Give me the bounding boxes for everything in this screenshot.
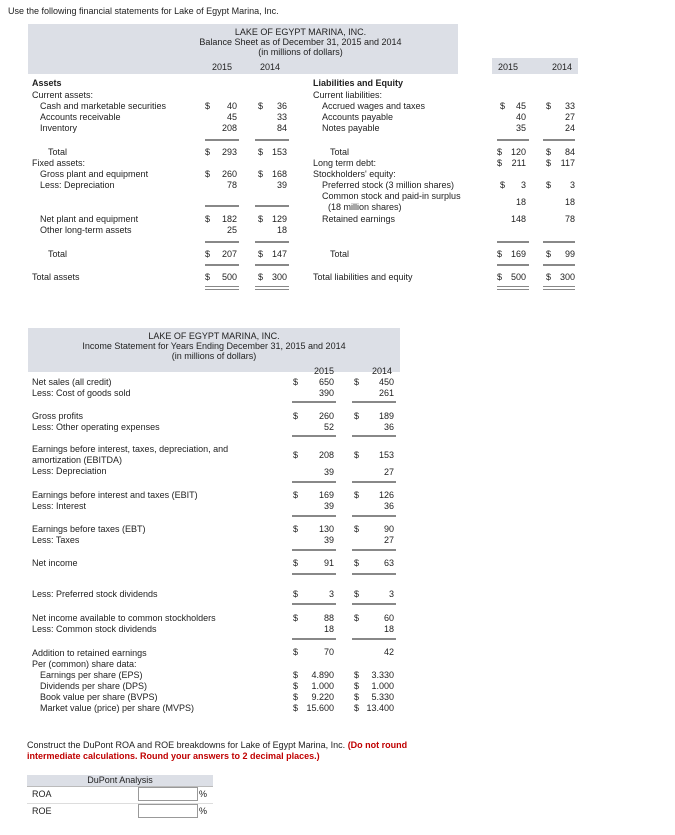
rule (292, 435, 336, 437)
dollar-sign: $ (293, 681, 299, 691)
rule (292, 603, 336, 605)
re-2014: 78 (564, 214, 575, 224)
ni-label: Net income (32, 558, 78, 568)
dollar-sign: $ (293, 411, 299, 421)
dollar-sign: $ (293, 670, 299, 680)
dollar-sign: $ (354, 450, 360, 460)
interest-2015: 39 (323, 501, 334, 511)
dollar-sign: $ (258, 101, 264, 111)
dollar-sign: $ (354, 681, 360, 691)
gp-2014: 189 (378, 411, 394, 421)
ap-2015: 40 (515, 112, 526, 122)
cash-label: Cash and marketable securities (40, 101, 167, 111)
ar-label: Accounts receivable (40, 112, 121, 122)
ebt-label: Earnings before taxes (EBT) (32, 524, 146, 534)
bvps-label: Book value per share (BVPS) (40, 692, 158, 702)
opex-label: Less: Other operating expenses (32, 422, 160, 432)
dps-label: Dividends per share (DPS) (40, 681, 148, 691)
dollar-sign: $ (546, 158, 552, 168)
nicommon-label: Net income available to common stockholders (32, 613, 216, 623)
dollar-sign: $ (354, 490, 360, 500)
rule (205, 264, 239, 266)
ltd-label: Long term debt: (313, 158, 377, 168)
depreciation-2015: 78 (226, 180, 237, 190)
se-label: Stockholders' equity: (313, 169, 396, 179)
dollar-sign: $ (497, 272, 503, 282)
dollar-sign: $ (546, 272, 552, 282)
is-dep-2014: 27 (383, 467, 394, 477)
ar-2015: 45 (226, 112, 237, 122)
is-dep-2015: 39 (323, 467, 334, 477)
ebit-label: Earnings before interest and taxes (EBIT) (32, 490, 198, 500)
interest-2014: 36 (383, 501, 394, 511)
bvps-2015: 9.220 (311, 692, 334, 702)
dollar-sign: $ (258, 272, 264, 282)
common-shares-label: (18 million shares) (328, 202, 402, 212)
rule (352, 549, 396, 551)
gross-ppe-2014: 168 (271, 169, 287, 179)
roa-label: ROA (32, 789, 52, 799)
cogs-label: Less: Cost of goods sold (32, 388, 131, 398)
dollar-sign: $ (293, 524, 299, 534)
ebit-2014: 126 (378, 490, 394, 500)
other-lt-label: Other long-term assets (40, 225, 132, 235)
bs-units: (in millions of dollars) (258, 47, 343, 57)
rule (255, 241, 289, 243)
nicommon-2015: 88 (323, 613, 334, 623)
dollar-sign: $ (497, 147, 503, 157)
bs-title: LAKE OF EGYPT MARINA, INC. (234, 27, 367, 37)
rule (497, 264, 529, 266)
bs-liab-year-2014: 2014 (552, 62, 573, 72)
mvps-label: Market value (price) per share (MVPS) (40, 703, 195, 713)
assets-heading: Assets (32, 78, 62, 88)
dollar-sign: $ (258, 249, 264, 259)
dollar-sign: $ (546, 180, 552, 190)
dollar-sign: $ (354, 692, 360, 702)
ebitda-label-2: amortization (EBITDA) (32, 455, 123, 465)
question-plain: Construct the DuPont ROA and ROE breakdowns for Lake of Egypt Marina, Inc. (27, 740, 346, 750)
ebitda-2015: 208 (318, 450, 334, 460)
wages-label: Accrued wages and taxes (322, 101, 426, 111)
dollar-sign: $ (205, 169, 211, 179)
dollar-sign: $ (497, 249, 503, 259)
rule (352, 603, 396, 605)
ni-2014: 63 (383, 558, 394, 568)
roe-label: ROE (32, 806, 52, 816)
rule (292, 515, 336, 517)
np-label: Notes payable (322, 123, 380, 133)
ni-2015: 91 (323, 558, 334, 568)
dollar-sign: $ (205, 101, 211, 111)
bs-liab-year-2015: 2015 (498, 62, 519, 72)
total-fa-label: Total (48, 249, 68, 259)
double-rule (543, 286, 575, 290)
dollar-sign: $ (354, 589, 360, 599)
is-dep-label: Less: Depreciation (32, 466, 107, 476)
sales-2015: 650 (318, 377, 334, 387)
gp-label: Gross profits (32, 411, 84, 421)
total-se-label: Total (330, 249, 350, 259)
dollar-sign: $ (293, 692, 299, 702)
wages-2015: 45 (515, 101, 526, 111)
gross-ppe-2015: 260 (221, 169, 237, 179)
rule (292, 573, 336, 575)
dollar-sign: $ (205, 249, 211, 259)
net-ppe-2014: 129 (271, 214, 287, 224)
mvps-2014: 13.400 (366, 703, 394, 713)
question-instruction-2: intermediate calculations. Round your answers to 2 decimal places.) (27, 751, 320, 761)
addre-2015: 70 (323, 647, 334, 657)
pref-2015: 3 (520, 180, 526, 190)
roa-input[interactable] (138, 787, 198, 801)
depreciation-2014: 39 (276, 180, 287, 190)
total-assets-label: Total assets (32, 272, 80, 282)
inventory-2014: 84 (276, 123, 287, 133)
dollar-sign: $ (354, 377, 360, 387)
addre-2014: 42 (383, 647, 394, 657)
total-se-2014: 99 (564, 249, 575, 259)
taxes-2014: 27 (383, 535, 394, 545)
bs-year-2014: 2014 (260, 62, 281, 72)
interest-label: Less: Interest (32, 501, 87, 511)
pref-2014: 3 (569, 180, 575, 190)
gp-2015: 260 (318, 411, 334, 421)
bs-year-2015: 2015 (212, 62, 233, 72)
net-ppe-2015: 182 (221, 214, 237, 224)
double-rule (497, 286, 529, 290)
prefdiv-2015: 3 (328, 589, 334, 599)
ebt-2015: 130 (318, 524, 334, 534)
cash-2014: 36 (276, 101, 287, 111)
inventory-label: Inventory (40, 123, 78, 133)
rule (352, 481, 396, 483)
rule (497, 241, 529, 243)
roe-percent: % (199, 806, 208, 816)
total-ca-2014: 153 (271, 147, 287, 157)
intro-text: Use the following financial statements for Lake of Egypt Marina, Inc. (8, 6, 279, 16)
addre-label: Addition to retained earnings (32, 648, 147, 658)
np-2014: 24 (564, 123, 575, 133)
ebit-2015: 169 (318, 490, 334, 500)
ltd-2014: 117 (560, 158, 575, 168)
double-rule (255, 286, 289, 290)
dollar-sign: $ (546, 147, 552, 157)
eps-2014: 3.330 (371, 670, 394, 680)
dollar-sign: $ (500, 180, 506, 190)
dollar-sign: $ (258, 214, 264, 224)
other-lt-2015: 25 (226, 225, 237, 235)
rule (205, 139, 239, 141)
cogs-2015: 390 (318, 388, 334, 398)
sales-label: Net sales (all credit) (32, 377, 112, 387)
fixed-assets-label: Fixed assets: (32, 158, 86, 168)
dps-2015: 1.000 (311, 681, 334, 691)
total-assets-2015: 500 (221, 272, 237, 282)
dollar-sign: $ (354, 613, 360, 623)
cogs-2014: 261 (378, 388, 394, 398)
is-year-2014: 2014 (371, 366, 392, 376)
is-year-2015: 2015 (313, 366, 334, 376)
dps-2014: 1.000 (371, 681, 394, 691)
total-le-2015: 500 (510, 272, 526, 282)
rule (543, 241, 575, 243)
rule (352, 435, 396, 437)
total-fa-2014: 147 (271, 249, 287, 259)
total-fa-2015: 207 (221, 249, 237, 259)
dollar-sign: $ (293, 613, 299, 623)
dollar-sign: $ (354, 524, 360, 534)
dollar-sign: $ (293, 450, 299, 460)
total-se-2015: 169 (510, 249, 526, 259)
rule (292, 638, 336, 640)
dollar-sign: $ (205, 214, 211, 224)
dollar-sign: $ (546, 101, 552, 111)
dollar-sign: $ (546, 249, 552, 259)
prefdiv-label: Less: Preferred stock dividends (32, 589, 158, 599)
depreciation-label: Less: Depreciation (40, 180, 115, 190)
other-lt-2014: 18 (276, 225, 287, 235)
dollar-sign: $ (205, 272, 211, 282)
rule (255, 264, 289, 266)
eps-2015: 4.890 (311, 670, 334, 680)
ebt-2014: 90 (383, 524, 394, 534)
taxes-label: Less: Taxes (32, 535, 80, 545)
commondiv-label: Less: Common stock dividends (32, 624, 157, 634)
current-assets-label: Current assets: (32, 90, 94, 100)
dollar-sign: $ (354, 670, 360, 680)
rule (205, 205, 239, 207)
bs-subtitle: Balance Sheet as of December 31, 2015 and 2014 (199, 37, 402, 47)
dollar-sign: $ (293, 647, 299, 657)
dollar-sign: $ (354, 411, 360, 421)
question-text (27, 740, 407, 751)
pershare-label: Per (common) share data: (32, 659, 137, 669)
rule (292, 401, 336, 403)
dollar-sign: $ (258, 169, 264, 179)
opex-2015: 52 (323, 422, 334, 432)
ap-2014: 27 (564, 112, 575, 122)
mvps-2015: 15.600 (306, 703, 334, 713)
pref-label: Preferred stock (3 million shares) (322, 180, 455, 190)
prefdiv-2014: 3 (388, 589, 394, 599)
common-label: Common stock and paid-in surplus (322, 191, 461, 201)
dupont-title: DuPont Analysis (87, 775, 153, 785)
total-assets-2014: 300 (271, 272, 287, 282)
rule (543, 139, 575, 141)
ar-2014: 33 (276, 112, 287, 122)
re-label: Retained earnings (322, 214, 396, 224)
total-cl-2014: 84 (564, 147, 575, 157)
opex-2014: 36 (383, 422, 394, 432)
rule (292, 481, 336, 483)
commondiv-2014: 18 (383, 624, 394, 634)
liab-heading: Liabilities and Equity (313, 78, 404, 88)
eps-label: Earnings per share (EPS) (40, 670, 143, 680)
dollar-sign: $ (205, 147, 211, 157)
commondiv-2015: 18 (323, 624, 334, 634)
dollar-sign: $ (497, 158, 503, 168)
taxes-2015: 39 (323, 535, 334, 545)
wages-2014: 33 (564, 101, 575, 111)
cash-2015: 40 (226, 101, 237, 111)
sales-2014: 450 (378, 377, 394, 387)
dollar-sign: $ (293, 377, 299, 387)
rule (292, 549, 336, 551)
rule (352, 515, 396, 517)
total-le-2014: 300 (559, 272, 575, 282)
total-cl-2015: 120 (510, 147, 526, 157)
double-rule (205, 286, 239, 290)
ebitda-label: Earnings before interest, taxes, depreciation, and (32, 444, 229, 454)
rule (352, 638, 396, 640)
ebitda-2014: 153 (378, 450, 394, 460)
is-units: (in millions of dollars) (171, 351, 257, 361)
dollar-sign: $ (293, 490, 299, 500)
question-instruction: (Do not round (347, 740, 408, 750)
net-ppe-label: Net plant and equipment (40, 214, 139, 224)
dollar-sign: $ (354, 558, 360, 568)
common-2014: 18 (564, 197, 575, 207)
roe-input[interactable] (138, 804, 198, 818)
rule (255, 139, 289, 141)
common-2015: 18 (515, 197, 526, 207)
dollar-sign: $ (258, 147, 264, 157)
dollar-sign: $ (293, 703, 299, 713)
bvps-2014: 5.330 (371, 692, 394, 702)
total-ca-2015: 293 (221, 147, 237, 157)
ltd-2015: 211 (511, 158, 526, 168)
total-ca-label: Total (48, 147, 68, 157)
dollar-sign: $ (354, 703, 360, 713)
rule (352, 573, 396, 575)
rule (352, 401, 396, 403)
total-cl-label: Total (330, 147, 350, 157)
dollar-sign: $ (293, 589, 299, 599)
inventory-2015: 208 (221, 123, 237, 133)
rule (255, 205, 289, 207)
total-le-label: Total liabilities and equity (313, 272, 413, 282)
is-title: LAKE OF EGYPT MARINA, INC. (148, 331, 280, 341)
dollar-sign: $ (293, 558, 299, 568)
re-2015: 148 (510, 214, 526, 224)
gross-ppe-label: Gross plant and equipment (40, 169, 149, 179)
dollar-sign: $ (500, 101, 506, 111)
ap-label: Accounts payable (322, 112, 394, 122)
rule (543, 264, 575, 266)
is-subtitle: Income Statement for Years Ending December 31, 2015 and 2014 (82, 341, 346, 351)
current-liab-label: Current liabilities: (313, 90, 383, 100)
np-2015: 35 (515, 123, 526, 133)
roa-percent: % (199, 789, 208, 799)
rule (497, 139, 529, 141)
nicommon-2014: 60 (383, 613, 394, 623)
rule (205, 241, 239, 243)
